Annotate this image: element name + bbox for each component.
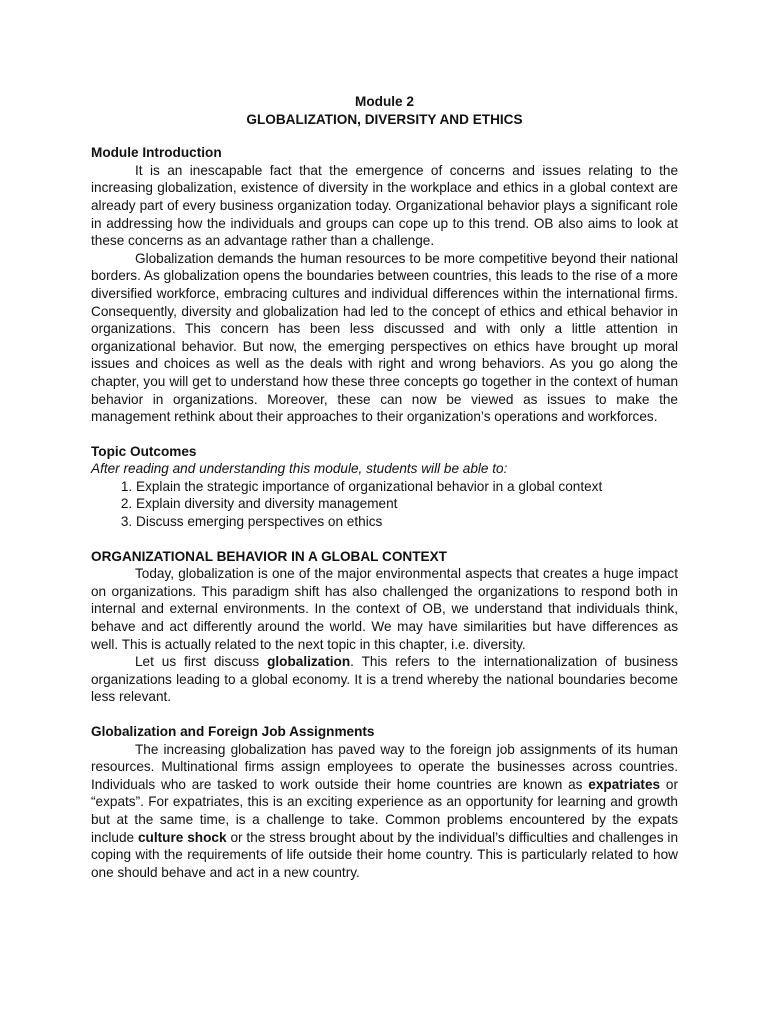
ob-global-p2-text-b: . This refers to the internationalization of business organizations leading to a global economy. It is a trend whereby the national boundaries become less relevant. bbox=[91, 654, 678, 705]
outcome-item: 1. Explain the strategic importance of organizational behavior in a global context bbox=[136, 478, 678, 496]
foreign-paragraph bbox=[91, 741, 678, 882]
foreign-text-a: The increasing globalization has paved way to the foreign job assignments of its human resources. Multinational firms assign employees to operate the businesses across countries. Individuals who are tasked to work outside their home countries are known as bbox=[91, 741, 678, 792]
module-introduction-section bbox=[91, 144, 678, 426]
topic-outcomes-heading: Topic Outcomes bbox=[91, 443, 197, 459]
document-content bbox=[91, 93, 678, 881]
module-introduction-heading: Module Introduction bbox=[91, 145, 222, 161]
topic-outcomes-section bbox=[91, 443, 678, 531]
ob-global-p2-text-a: Let us first discuss bbox=[135, 654, 268, 670]
ob-global-paragraph-1: Today, globalization is one of the major environmental aspects that creates a huge impact on organizations. This paradigm shift has also challenged the organizations to respond both in internal and external environments. In the context of OB, we understand that individuals think, behave and act differently around the world. We may have similarities but have differences as well. This is actually related to the next topic in this chapter, i.e. diversity. bbox=[91, 566, 678, 652]
culture-shock-term: culture shock bbox=[138, 829, 227, 845]
globalization-term: globalization bbox=[267, 654, 351, 670]
ob-global-context-heading: ORGANIZATIONAL BEHAVIOR IN A GLOBAL CONTEXT bbox=[91, 548, 447, 564]
ob-global-paragraph-2 bbox=[91, 653, 678, 706]
ob-global-context-section bbox=[91, 548, 678, 706]
intro-paragraph-2: Globalization demands the human resources to be more competitive beyond their national borders. As globalization opens the boundaries between countries, this leads to the rise of a more diversified workforce, embracing cultures and individual differences within the international firms. Consequently, diversity and globalization had led to the concept of ethics and ethical behavior in organizations. This concern has been less discussed and with only a little attention in organizational behavior. But now, the emerging perspectives on ethics have brought up moral issues and choices as well as the deals with right and wrong behaviors. As you go along the chapter, you will get to understand how these three concepts go together in the context of human behavior in organizations. Moreover, these can now be viewed as issues to make the management rethink about their approaches to their organization’s operations and workforces. bbox=[91, 250, 678, 425]
foreign-text-c: or the stress brought about by the individual’s difficulties and challenges in coping with the requirements of life outside their home country. This is particularly related to how one should behave and act in a new country. bbox=[91, 829, 679, 880]
foreign-job-assignments-section bbox=[91, 723, 678, 881]
outcome-item: 3. Discuss emerging perspectives on ethics bbox=[136, 513, 678, 531]
module-title: GLOBALIZATION, DIVERSITY AND ETHICS bbox=[246, 111, 523, 127]
expatriates-term: expatriates bbox=[588, 776, 661, 792]
foreign-job-assignments-heading: Globalization and Foreign Job Assignments bbox=[91, 724, 375, 739]
outcomes-list bbox=[91, 478, 678, 531]
topic-outcomes-lead: After reading and understanding this module, students will be able to: bbox=[91, 461, 508, 477]
outcome-item: 2. Explain diversity and diversity management bbox=[136, 495, 678, 513]
foreign-text-b: or “expats”. For expatriates, this is an exciting experience as an opportunity for learning and growth but at the same time, is a challenge to take. Common problems encountered by the expats include bbox=[91, 776, 678, 845]
intro-paragraph-1: It is an inescapable fact that the emergence of concerns and issues relating to the increasing globalization, existence of diversity in the workplace and ethics in a global context are already part of every business organization today. Organizational behavior plays a significant role in addressing how the individuals and groups can cope up to this trend. OB also aims to look at these concerns as an advantage rather than a challenge. bbox=[91, 162, 678, 249]
module-number: Module 2 bbox=[355, 94, 414, 109]
